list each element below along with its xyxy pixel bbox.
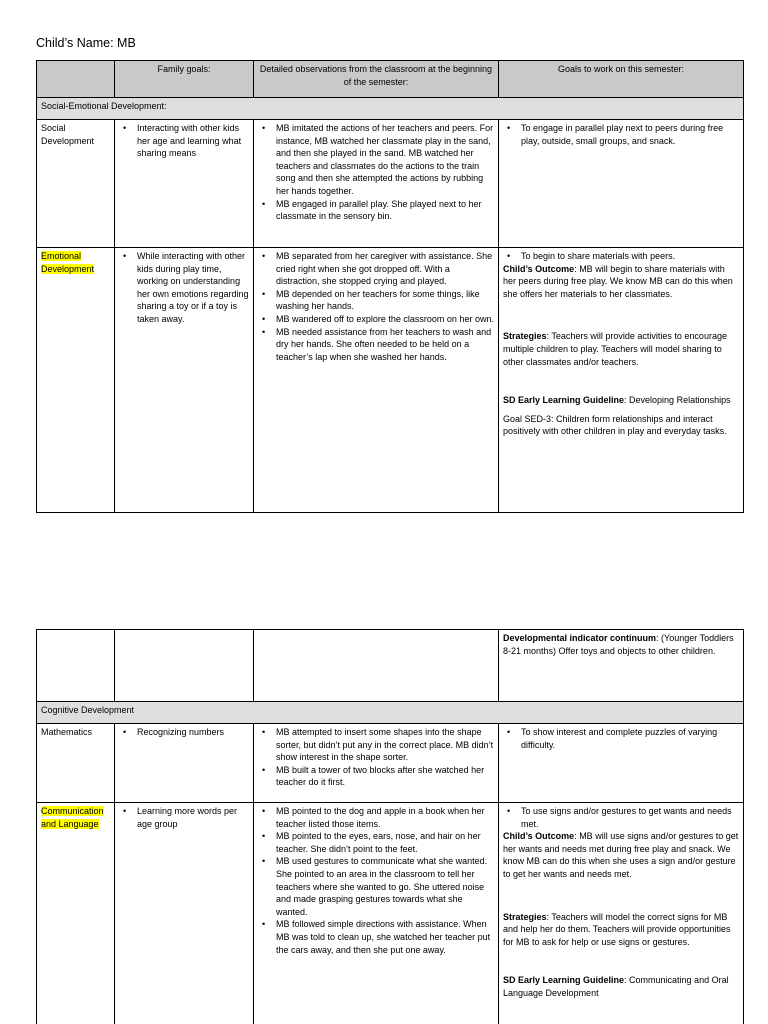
list-item: • MB needed assistance from her teachers to wash and dry her hands. She often needed to be held on a teacher’s lap when she washed her hands. <box>276 326 494 364</box>
area-emotional: Emotional Development <box>41 251 95 274</box>
area-mathematics: Mathematics <box>37 724 115 803</box>
strategies-label: Strategies <box>503 331 547 342</box>
semester-goals-cell <box>499 803 744 1024</box>
list-item: • MB imitated the actions of her teachers and peers. For instance, MB watched her classmate play in the sand, and then she played in the sand. MB watched her teachers and classmates do the actions to the train song and then she attempted the actions by rubbing her hands together. <box>276 122 494 198</box>
semester-goals-cell <box>499 120 744 248</box>
list-item: • To show interest and complete puzzles of varying difficulty. <box>521 726 739 751</box>
family-goals-cell <box>115 724 254 803</box>
outcome-label: Child’s Outcome <box>503 263 575 274</box>
section-social-emotional: Social-Emotional Development: <box>37 98 744 120</box>
strategies <box>503 911 739 949</box>
empty-cell <box>115 630 254 702</box>
list-item: • Learning more words per age group <box>137 805 249 830</box>
list-item: • Interacting with other kids her age and learning what sharing means <box>137 122 249 160</box>
guideline-text: : Communicating and Oral Language Development <box>503 975 729 998</box>
list-item: • MB engaged in parallel play. She played next to her classmate in the sensory bin. <box>276 198 494 223</box>
outcome-text: : MB will begin to share materials with her peers during free play. We know MB can do this when she offers her materials to her classmates. <box>503 263 733 299</box>
guideline <box>503 394 739 407</box>
table-row <box>37 248 744 513</box>
table-row <box>37 724 744 803</box>
empty-cell <box>254 630 499 702</box>
family-goals-cell <box>115 248 254 513</box>
observations-cell <box>254 248 499 513</box>
section-row <box>37 98 744 120</box>
table-row <box>37 803 744 1024</box>
list-item: • MB wandered off to explore the classroom on her own. <box>276 313 494 326</box>
header-observations: Detailed observations from the classroom at the beginning of the semester: <box>254 61 499 98</box>
list-item: • Recognizing numbers <box>137 726 249 739</box>
list-item: • MB used gestures to communicate what she wanted. She pointed to an area in the classroom to tell her teachers where she wanted to go. She uttered noise and made grasping gestures towards what she wanted. <box>276 855 494 918</box>
list-item: • MB pointed to the eyes, ears, nose, and hair on her teacher. She didn’t point to the feet. <box>276 830 494 855</box>
list-item: • MB pointed to the dog and apple in a book when her teacher listed those items. <box>276 805 494 830</box>
strategies <box>503 330 739 368</box>
area-communication: Communication and Language <box>41 806 104 829</box>
goals-table-1 <box>36 60 744 513</box>
list-item: • To begin to share materials with peers. <box>521 250 739 263</box>
list-item: • MB separated from her caregiver with assistance. She cried right when she got dropped off. With a distraction, she stopped crying and played. <box>276 250 494 288</box>
area-social: Social Development <box>37 120 115 248</box>
header-family-goals: Family goals: <box>115 61 254 98</box>
observations-cell <box>254 120 499 248</box>
empty-cell <box>37 630 115 702</box>
child-name: Child’s Name: MB <box>36 36 136 50</box>
guideline-label: SD Early Learning Guideline <box>503 975 625 986</box>
outcome-label: Child’s Outcome <box>503 831 575 842</box>
continuum-cell <box>499 630 744 702</box>
observations-cell <box>254 724 499 803</box>
strategies-text: : Teachers will provide activities to encourage multiple children to play. Teachers will model sharing to other classmates and/or teachers. <box>503 331 727 367</box>
header-semester-goals: Goals to work on this semester: <box>499 61 744 98</box>
continuum-text: : (Younger Toddlers 8-21 months) Offer toys and objects to other children. <box>503 633 734 656</box>
section-row <box>37 702 744 724</box>
header-area <box>37 61 115 98</box>
outcome-text: : MB will use signs and/or gestures to get her wants and needs met during free play and snack. We know MB can do this when she uses a sign and/or gesture to get her wants and needs met. <box>503 831 739 879</box>
family-goals-cell <box>115 120 254 248</box>
header-row <box>37 61 744 98</box>
childs-outcome <box>503 830 739 880</box>
guideline <box>503 974 739 999</box>
guideline-text: : Developing Relationships <box>624 395 731 406</box>
list-item: • To engage in parallel play next to peers during free play, outside, small groups, and snack. <box>521 122 739 147</box>
list-item: • MB followed simple directions with assistance. When MB was told to clean up, she watched her teacher put the cars away, and then she put one away. <box>276 918 494 956</box>
section-cognitive: Cognitive Development <box>37 702 744 724</box>
semester-goals-cell <box>499 248 744 513</box>
list-item: • MB depended on her teachers for some things, like washing her hands. <box>276 288 494 313</box>
area-emotional-cell <box>37 248 115 513</box>
goals-table-2 <box>36 629 744 1024</box>
continuum-label: Developmental indicator continuum <box>503 633 657 643</box>
table-row <box>37 120 744 248</box>
strategies-label: Strategies <box>503 911 547 922</box>
goal-sed-3: Goal SED-3: Children form relationships and interact positively with other children in play and everyday tasks. <box>503 413 727 437</box>
observations-cell <box>254 803 499 1024</box>
table-row <box>37 630 744 702</box>
list-item: • To use signs and/or gestures to get wants and needs met. <box>521 805 739 830</box>
family-goals-cell <box>115 803 254 1024</box>
childs-outcome <box>503 263 739 301</box>
strategies-text: : Teachers will model the correct signs for MB and help her do them. Teachers will provide opportunities for MB to ask for help or use signs or gestures. <box>503 911 731 947</box>
semester-goals-cell <box>499 724 744 803</box>
list-item: • MB attempted to insert some shapes into the shape sorter, but didn’t put any in the correct place. MB didn’t show interest in the shape sorter. <box>276 726 494 764</box>
area-communication-cell <box>37 803 115 1024</box>
guideline-label: SD Early Learning Guideline <box>503 395 625 406</box>
list-item: • MB built a tower of two blocks after she watched her teacher do it first. <box>276 764 494 789</box>
list-item: • While interacting with other kids during play time, working on understanding her own emotions regarding sharing a toy or if a toy is taken away. <box>137 250 249 326</box>
